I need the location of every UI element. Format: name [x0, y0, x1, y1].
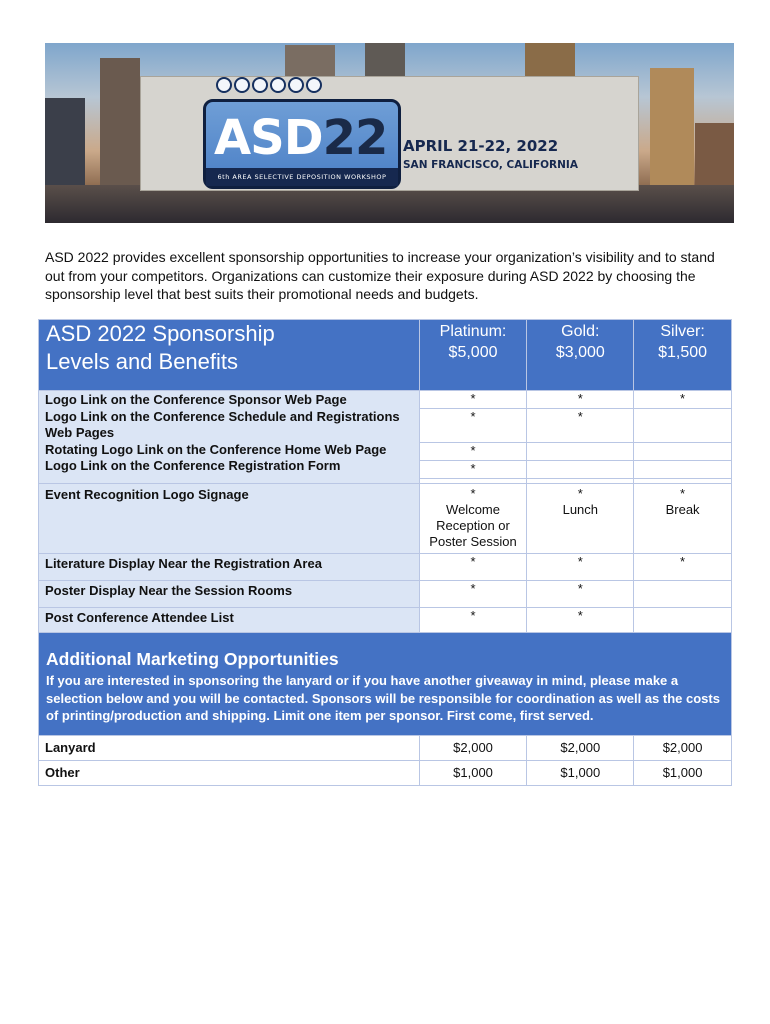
table-title-line: Levels and Benefits: [46, 349, 239, 374]
mark-cell-empty: [634, 461, 732, 479]
level-name: Silver:: [660, 323, 705, 340]
level-name: Platinum:: [439, 323, 507, 340]
event-location: SAN FRANCISCO, CALIFORNIA: [403, 159, 578, 171]
logo-panel: [140, 76, 639, 191]
dot-icon: [252, 77, 268, 93]
price-cell: $2,000: [527, 735, 634, 760]
event-name: Break: [665, 502, 700, 517]
item-other: Other: [39, 760, 420, 785]
conference-banner: [45, 43, 734, 223]
table-title-line: ASD 2022 Sponsorship: [46, 321, 275, 346]
mark-cell: *: [634, 554, 732, 581]
price-cell: $2,000: [419, 735, 527, 760]
asd22-logo: [203, 99, 401, 189]
star-mark: *: [577, 486, 583, 501]
feature-label: Literature Display Near the Registration Area: [39, 554, 420, 581]
feature-label: Poster Display Near the Session Rooms: [39, 581, 420, 608]
mark-cell-empty: [634, 608, 732, 633]
mark-cell-empty: [634, 409, 732, 443]
mark-cell: *: [419, 461, 527, 479]
level-platinum: [419, 320, 527, 391]
table-row: [39, 391, 732, 409]
dot-icon: [216, 77, 232, 93]
mark-cell-empty: [527, 461, 634, 479]
mark-cell: *: [419, 391, 527, 409]
level-price: $5,000: [448, 344, 498, 361]
feature-label: Logo Link on the Conference Schedule and Registrations Web Pages: [45, 408, 400, 440]
star-mark: *: [470, 486, 476, 501]
price-cell: $1,000: [634, 760, 732, 785]
table-row: [39, 760, 732, 785]
intro-paragraph: ASD 2022 provides excellent sponsorship opportunities to increase your organization’s visibility and to stand out from your competitors. Organizations can customize their exposure during ASD 2022 by choosing the sponsorship level that best suits their promotional needs and budgets.: [45, 249, 715, 302]
level-name: Gold:: [561, 323, 600, 340]
feature-label: Logo Link on the Conference Registration Form: [45, 458, 341, 473]
table-header-row: [39, 320, 732, 391]
event-gold-cell: [527, 484, 634, 554]
event-name: Lunch: [562, 502, 599, 517]
feature-label: Logo Link on the Conference Sponsor Web Page: [45, 392, 347, 407]
table-row: [39, 581, 732, 608]
mark-cell: *: [634, 391, 732, 409]
mark-cell-empty: [634, 581, 732, 608]
dot-icon: [288, 77, 304, 93]
mark-cell: *: [419, 581, 527, 608]
mark-cell: *: [419, 608, 527, 633]
price-cell: $2,000: [634, 735, 732, 760]
event-name: Welcome Reception or Poster Session: [429, 502, 517, 549]
mark-cell-empty: [527, 443, 634, 461]
additional-section: [39, 633, 732, 736]
mark-cell: *: [527, 554, 634, 581]
table-row: [39, 608, 732, 633]
logo-wordmark: [214, 112, 387, 164]
event-date: APRIL 21-22, 2022: [403, 137, 559, 155]
additional-header-row: [39, 633, 732, 736]
event-silver-cell: [634, 484, 732, 554]
sponsorship-table: [38, 319, 732, 786]
level-gold: [527, 320, 634, 391]
additional-text: If you are interested in sponsoring the lanyard or if you have another giveaway in mind, please make a selection below and you will be contacted. Sponsors will be responsible for coordination as well as the costs of printing/production and shipping. Limit one item per sponsor. First come, first served.: [46, 673, 720, 723]
mark-cell: *: [527, 608, 634, 633]
mark-cell: *: [419, 443, 527, 461]
logo-number: 22: [322, 110, 388, 166]
mark-cell: *: [527, 391, 634, 409]
mark-cell: *: [419, 409, 527, 443]
price-cell: $1,000: [419, 760, 527, 785]
event-platinum-cell: [419, 484, 527, 554]
dot-icon: [306, 77, 322, 93]
additional-title: Additional Marketing Opportunities: [46, 649, 339, 669]
level-price: $3,000: [555, 344, 605, 361]
feature-label: Post Conference Attendee List: [39, 608, 420, 633]
logo-link-features: [39, 391, 420, 484]
dot-icon: [234, 77, 250, 93]
mark-cell: *: [527, 581, 634, 608]
logo-prefix: ASD: [214, 110, 323, 166]
feature-label: Event Recognition Logo Signage: [39, 484, 420, 554]
level-price: $1,500: [658, 344, 708, 361]
workshop-strip: 6th AREA SELECTIVE DEPOSITION WORKSHOP: [206, 168, 398, 186]
table-row: [39, 484, 732, 554]
mark-cell-empty: [634, 443, 732, 461]
table-row: [39, 554, 732, 581]
mark-cell: *: [419, 554, 527, 581]
item-lanyard: Lanyard: [39, 735, 420, 760]
feature-label: Rotating Logo Link on the Conference Home Web Page: [45, 441, 387, 457]
price-cell: $1,000: [527, 760, 634, 785]
logo-dots: [216, 77, 322, 93]
star-mark: *: [680, 486, 686, 501]
table-row: [39, 735, 732, 760]
table-title: [39, 320, 420, 391]
level-silver: [634, 320, 732, 391]
mark-cell: *: [527, 409, 634, 443]
dot-icon: [270, 77, 286, 93]
